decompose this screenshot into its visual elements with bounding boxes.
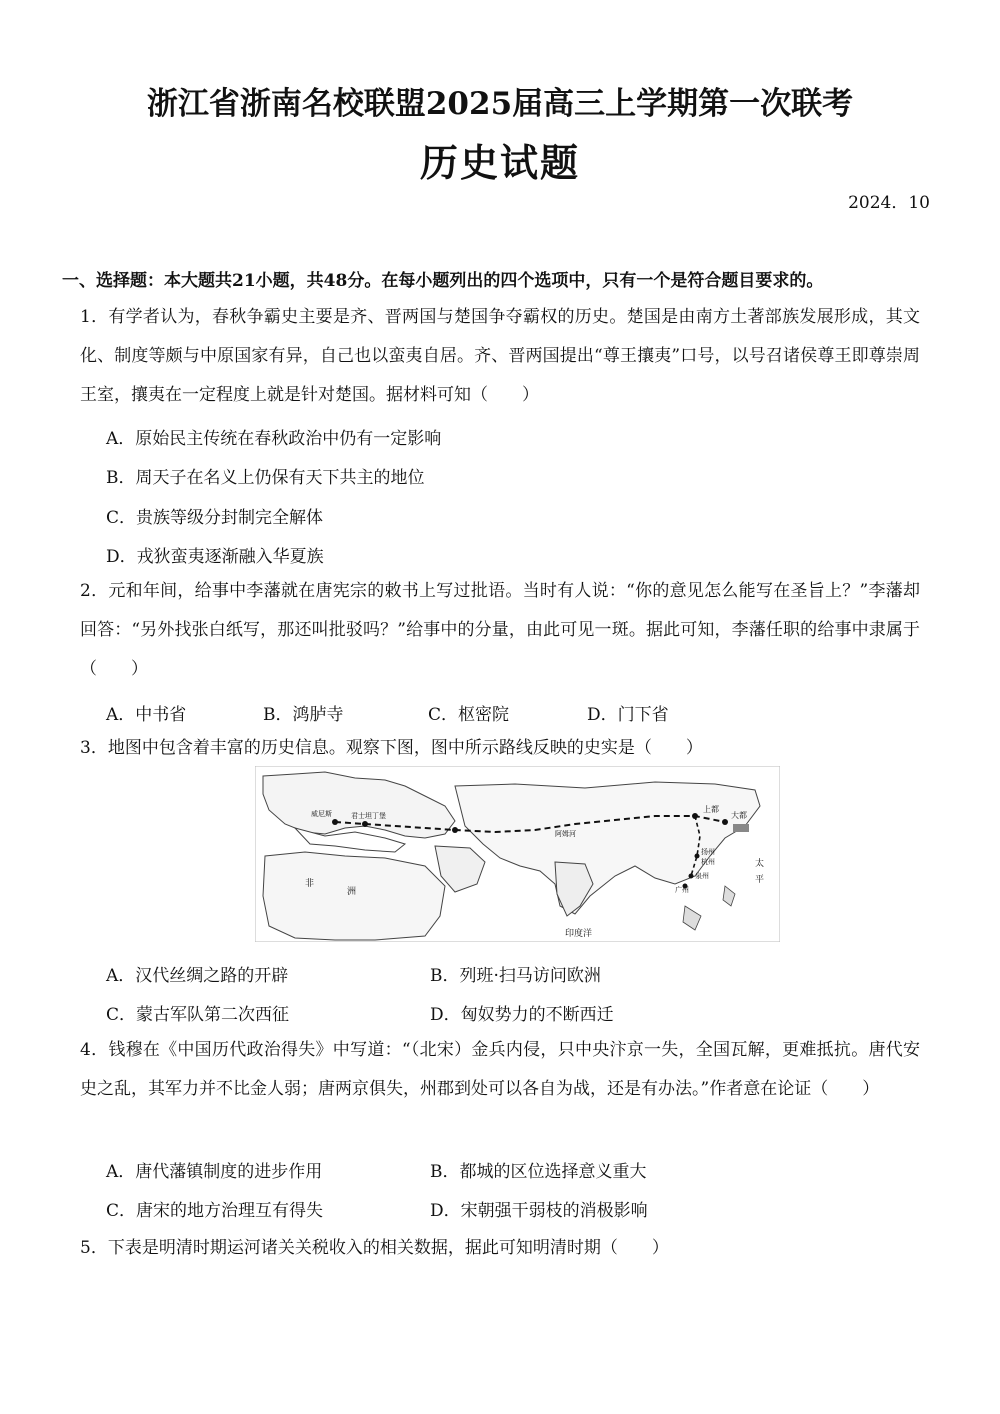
q2-option-b[interactable]: B．鸿胪寺	[263, 705, 344, 725]
q1-option-a[interactable]: A．原始民主传统在春秋政治中仍有一定影响	[106, 429, 442, 449]
map-label: 大都	[731, 811, 747, 820]
map-label: 广州	[675, 886, 689, 894]
question-stem: 元和年间，给事中李藩就在唐宪宗的敕书上写过批语。当时有人说：“你的意见怎么能写在圣旨上？”李藩却回答：“另外找张白纸写，那还叫批驳吗？”给事中的分量，由此可见一斑。据此可知，李藩任职的给事中隶属于（ ）	[80, 581, 920, 679]
exam-subject: 历史试题	[419, 140, 580, 185]
q4-option-c[interactable]: C．唐宋的地方治理互有得失	[106, 1201, 324, 1221]
q3-option-c[interactable]: C．蒙古军队第二次西征	[106, 1005, 290, 1025]
q4-option-d[interactable]: D．宋朝强干弱枝的消极影响	[430, 1201, 648, 1221]
map-label: 太	[755, 859, 765, 869]
question-number: 2．	[80, 581, 109, 601]
map-label: 泉州	[695, 872, 709, 880]
question-stem: 地图中包含着丰富的历史信息。观察下图，图中所示路线反映的史实是（ ）	[107, 738, 703, 758]
question-stem: 钱穆在《中国历代政治得失》中写道：“（北宋）金兵内侵，只中央汴京一失，全国瓦解，更难抵抗。唐代安史之乱，其军力并不比金人弱；唐两京俱失，州郡到处可以各自为战，还是有办法。”作者意在论证（ ）	[80, 1040, 920, 1099]
question-stem: 有学者认为，春秋争霸史主要是齐、晋两国与楚国争夺霸权的历史。楚国是由南方土著部族发展形成，其文化、制度等颇与中原国家有异，自己也以蛮夷自居。齐、晋两国提出“尊王攘夷”口号，以号召诸侯尊王即尊崇周王室，攘夷在一定程度上就是针对楚国。据材料可知（ ）	[80, 307, 920, 405]
q1-option-c[interactable]: C．贵族等级分封制完全解体	[106, 508, 324, 528]
q3-option-d[interactable]: D．匈奴势力的不断西迁	[430, 1005, 614, 1025]
question-2	[80, 572, 920, 689]
question-1	[80, 298, 920, 415]
map-label: 威尼斯	[311, 810, 332, 818]
q4-option-b[interactable]: B．都城的区位选择意义重大	[430, 1162, 647, 1182]
map-label: 扬州	[701, 848, 715, 856]
map-label: 平	[755, 875, 765, 885]
question-number: 4．	[80, 1040, 109, 1060]
q2-option-a[interactable]: A．中书省	[106, 705, 187, 725]
q1-option-d[interactable]: D．戎狄蛮夷逐渐融入华夏族	[106, 547, 324, 567]
map-label: 君士坦丁堡	[351, 812, 386, 820]
question-5	[80, 1229, 920, 1268]
q2-option-d[interactable]: D．门下省	[587, 705, 669, 725]
map-label: 阿姆河	[555, 830, 576, 838]
section-heading: 一、选择题：本大题共21小题，共48分。在每小题列出的四个选项中，只有一个是符合题目要求的。	[62, 271, 824, 291]
q4-option-a[interactable]: A．唐代藩镇制度的进步作用	[106, 1162, 323, 1182]
q3-option-a[interactable]: A．汉代丝绸之路的开辟	[106, 966, 289, 986]
map-label: 上都	[703, 805, 719, 814]
question-number: 1．	[80, 307, 109, 327]
question-4	[80, 1031, 920, 1109]
q2-option-c[interactable]: C．枢密院	[428, 705, 510, 725]
map-label: 洲	[347, 887, 357, 897]
question-number: 3．	[80, 738, 108, 758]
map-label: 非	[305, 879, 315, 889]
exam-date: 2024．10	[848, 193, 930, 213]
map-label: 杭州	[701, 858, 715, 866]
route-map-svg	[255, 766, 780, 942]
q3-option-b[interactable]: B．列班·扫马访问欧洲	[430, 966, 601, 986]
exam-title: 浙江省浙南名校联盟2025届高三上学期第一次联考	[146, 86, 854, 122]
q1-option-b[interactable]: B．周天子在名义上仍保有天下共主的地位	[106, 468, 425, 488]
question-3	[80, 729, 920, 768]
question-stem: 下表是明清时期运河诸关关税收入的相关数据，据此可知明清时期（ ）	[107, 1238, 669, 1258]
route-map	[255, 766, 780, 942]
question-number: 5．	[80, 1238, 108, 1258]
map-label: 印度洋	[565, 929, 593, 939]
